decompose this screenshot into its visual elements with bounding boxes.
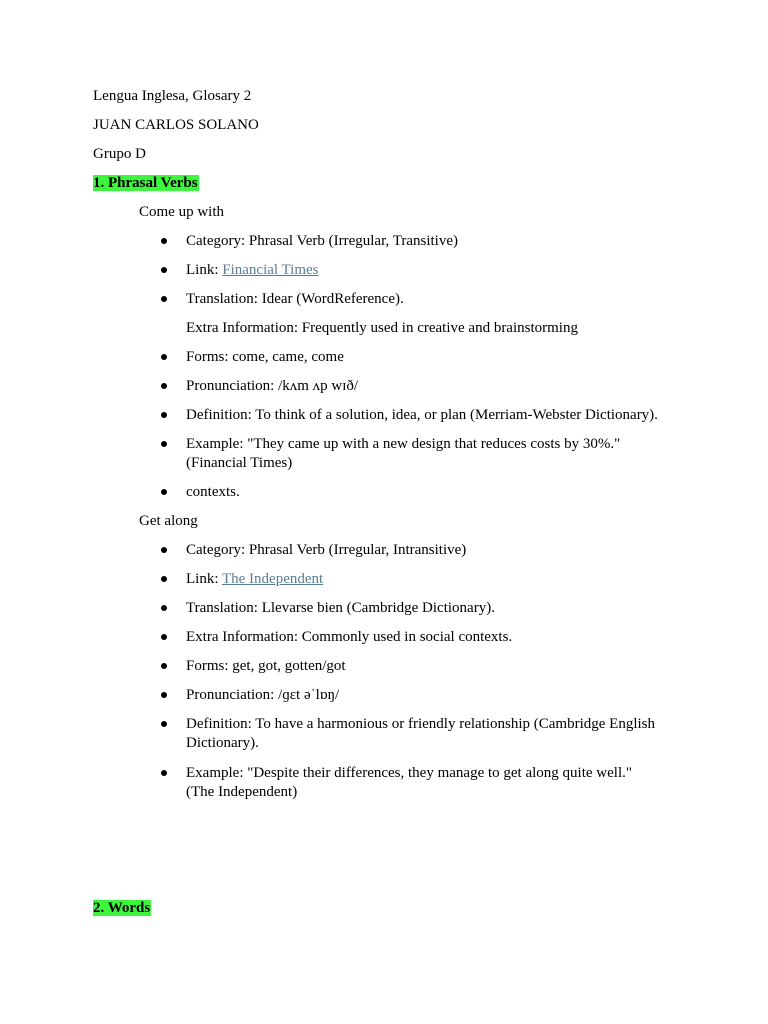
bullet-icon <box>161 267 167 273</box>
list-item-category: Category: Phrasal Verb (Irregular, Transitive) <box>186 233 458 249</box>
list-item-link <box>186 261 319 280</box>
list-item-definition: Definition: To have a harmonious or friendly relationship (Cambridge English <box>186 716 655 732</box>
list-item-definition: Definition: To think of a solution, idea, or plan (Merriam-Webster Dictionary). <box>186 407 658 423</box>
link-prefix: Link: <box>186 262 223 278</box>
bullet-icon <box>161 721 167 727</box>
bullet-icon <box>161 605 167 611</box>
section-heading-phrasal-verbs <box>93 174 199 193</box>
bullet-icon <box>161 354 167 360</box>
list-item-translation: Translation: Llevarse bien (Cambridge Dictionary). <box>186 600 495 616</box>
link-prefix: Link: <box>186 571 222 587</box>
list-item-example-source: (The Independent) <box>186 784 298 800</box>
list-item-pronunciation: Pronunciation: /kʌm ʌp wɪð/ <box>186 378 359 394</box>
list-item-link <box>186 570 323 589</box>
entry-term-come-up-with: Come up with <box>139 204 224 220</box>
bullet-icon <box>161 547 167 553</box>
student-name: JUAN CARLOS SOLANO <box>93 117 259 133</box>
bullet-icon <box>161 663 167 669</box>
financial-times-link[interactable]: Financial Times <box>222 262 319 278</box>
bullet-icon <box>161 412 167 418</box>
list-item-example: Example: "They came up with a new design that reduces costs by 30%." <box>186 436 621 452</box>
bullet-icon <box>161 576 167 582</box>
list-item-forms: Forms: come, came, come <box>186 349 344 365</box>
bullet-icon <box>161 692 167 698</box>
list-item-pronunciation: Pronunciation: /ɡɛt əˈlɒŋ/ <box>186 687 340 703</box>
list-item-contexts: contexts. <box>186 484 240 500</box>
bullet-icon <box>161 238 167 244</box>
section-heading-text: 1. Phrasal Verbs <box>93 175 198 191</box>
bullet-icon <box>161 489 167 495</box>
course-title: Lengua Inglesa, Glosary 2 <box>93 88 252 104</box>
list-item-example-source: (Financial Times) <box>186 455 293 471</box>
entry-term-get-along: Get along <box>139 513 198 529</box>
section-heading-text: 2. Words <box>93 900 151 916</box>
bullet-icon <box>161 296 167 302</box>
list-item-translation: Translation: Idear (WordReference). <box>186 291 404 307</box>
bullet-icon <box>161 441 167 447</box>
list-item-extra-information: Extra Information: Commonly used in social contexts. <box>186 629 513 645</box>
list-item-category: Category: Phrasal Verb (Irregular, Intransitive) <box>186 542 467 558</box>
section-heading-words <box>93 899 151 918</box>
group-label: Grupo D <box>93 146 146 162</box>
list-item-forms: Forms: get, got, gotten/got <box>186 658 346 674</box>
the-independent-link[interactable]: The Independent <box>221 571 324 587</box>
bullet-icon <box>161 770 167 776</box>
bullet-icon <box>161 634 167 640</box>
list-item-example: Example: "Despite their differences, they manage to get along quite well." <box>186 765 632 781</box>
bullet-icon <box>161 383 167 389</box>
list-item-definition-continued: Dictionary). <box>186 735 259 751</box>
extra-information-text: Extra Information: Frequently used in creative and brainstorming <box>186 320 578 336</box>
